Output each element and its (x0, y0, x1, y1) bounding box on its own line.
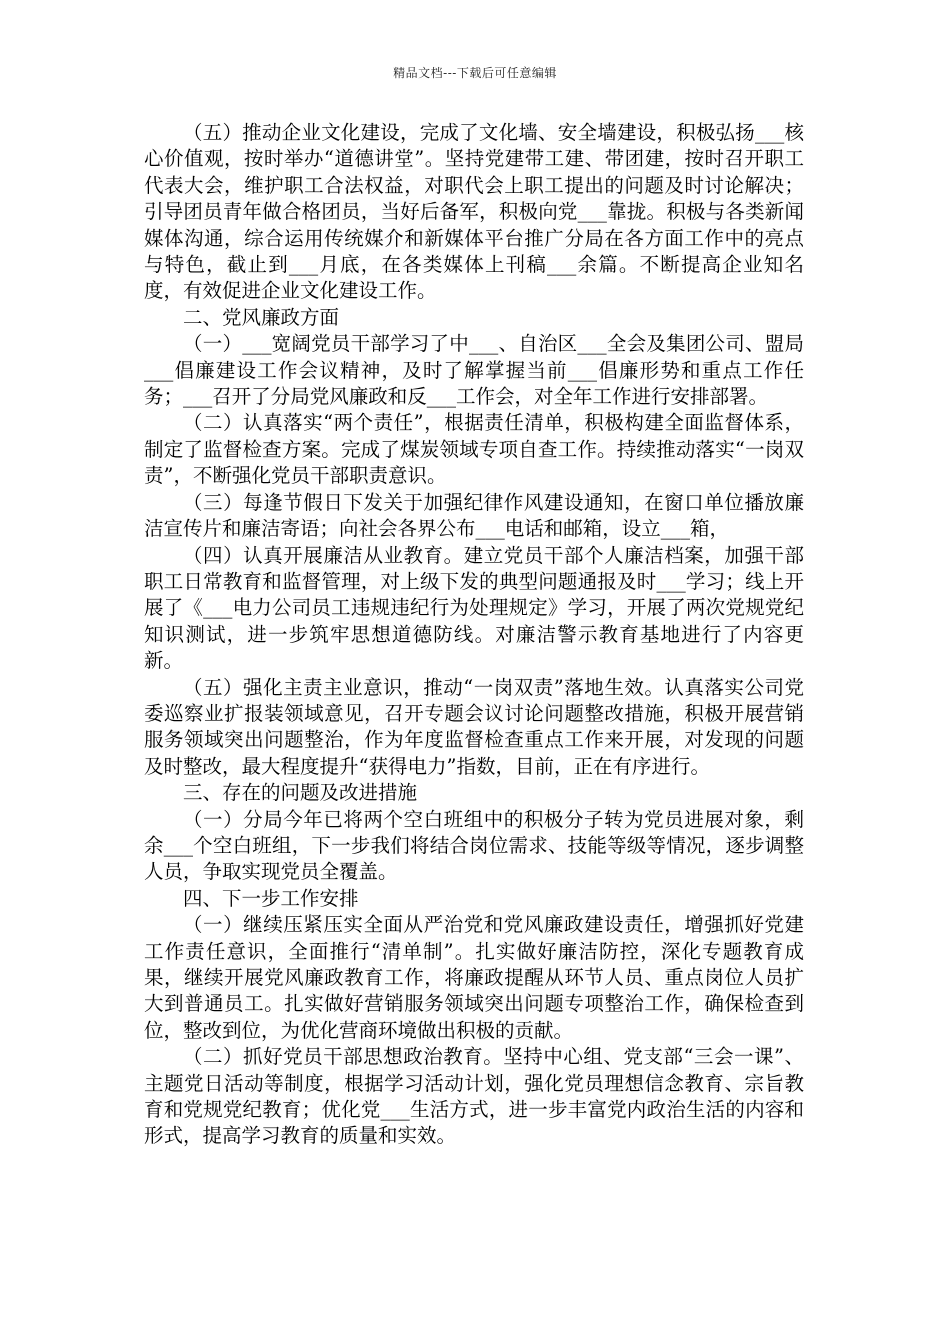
paragraph-clean-governance-2: （二）认真落实“两个责任”，根据责任清单，积极构建全面监督体系，制定了监督检查方案。完成了煤炭领域专项自查工作。持续推动落实“一岗双责”，不断强化党员干部职责意识。 (144, 411, 804, 488)
page-header: 精品文档---下载后可任意编辑 (393, 66, 557, 80)
paragraph-clean-governance-4: （四）认真开展廉洁从业教育。建立党员干部个人廉洁档案，加强干部职工日常教育和监督管理，对上级下发的典型问题通报及时___学习；线上开展了《___电力公司员工违规违纪行为处理规定》学习，开展了两次党规党纪知识测试，进一步筑牢思想道德防线。对廉洁警示教育基地进行了内容更新。 (144, 543, 804, 673)
paragraph-clean-governance-1: （一）___宽阔党员干部学习了中___、自治区___全会及集团公司、盟局___倡廉建设工作会议精神，及时了解掌握当前___倡廉形势和重点工作任务；___召开了分局党风廉政和反___工作会，对全年工作进行安排部署。 (144, 332, 804, 409)
section-heading-problems: 三、存在的问题及改进措施 (183, 781, 418, 805)
paragraph-next-steps-2: （二）抓好党员干部思想政治教育。坚持中心组、党支部“三会一课”、主题党日活动等制度，根据学习活动计划，强化党员理想信念教育、宗旨教育和党规党纪教育；优化党___生活方式，进一步丰富党内政治生活的内容和形式，提高学习教育的质量和实效。 (144, 1045, 804, 1148)
paragraph-problems-1: （一）分局今年已将两个空白班组中的积极分子转为党员进展对象，剩余___个空白班组，下一步我们将结合岗位需求、技能等级等情况，逐步调整人员，争取实现党员全覆盖。 (144, 807, 804, 884)
paragraph-culture-building: （五）推动企业文化建设，完成了文化墙、安全墙建设，积极弘扬___核心价值观，按时举办“道德讲堂”。坚持党建带工建、带团建，按时召开职工代表大会，维护职工合法权益，对职代会上职工提出的问题及时讨论解决；引导团员青年做合格团员，当好后备军，积极向党___靠拢。积极与各类新闻媒体沟通，综合运用传统媒介和新媒体平台推广分局在各方面工作中的亮点与特色，截止到___月底，在各类媒体上刊稿___余篇。不断提高企业知名度，有效促进企业文化建设工作。 (144, 121, 804, 303)
document-body (144, 120, 804, 1150)
paragraph-next-steps-1: （一）继续压紧压实全面从严治党和党风廉政建设责任，增强抓好党建工作责任意识，全面推行“清单制”。扎实做好廉洁防控，深化专题教育成果，继续开展党风廉政教育工作，将廉政提醒从环节人员、重点岗位人员扩大到普通员工。扎实做好营销服务领域突出问题专项整治工作，确保检查到位，整改到位，为优化营商环境做出积极的贡献。 (144, 913, 804, 1042)
paragraph-clean-governance-5: （五）强化主责主业意识，推动“一岗双责”落地生效。认真落实公司党委巡察业扩报装领域意见，召开专题会议讨论问题整改措施，积极开展营销服务领域突出问题整治，作为年度监督检查重点工作来开展，对发现的问题及时整改，最大程度提升“获得电力”指数，目前，正在有序进行。 (144, 675, 804, 778)
paragraph-clean-governance-3: （三）每逢节假日下发关于加强纪律作风建设通知，在窗口单位播放廉洁宣传片和廉洁寄语；向社会各界公布___电话和邮箱，设立___箱， (144, 490, 804, 541)
section-heading-clean-governance: 二、党风廉政方面 (183, 305, 340, 329)
section-heading-next-steps: 四、下一步工作安排 (183, 886, 359, 910)
